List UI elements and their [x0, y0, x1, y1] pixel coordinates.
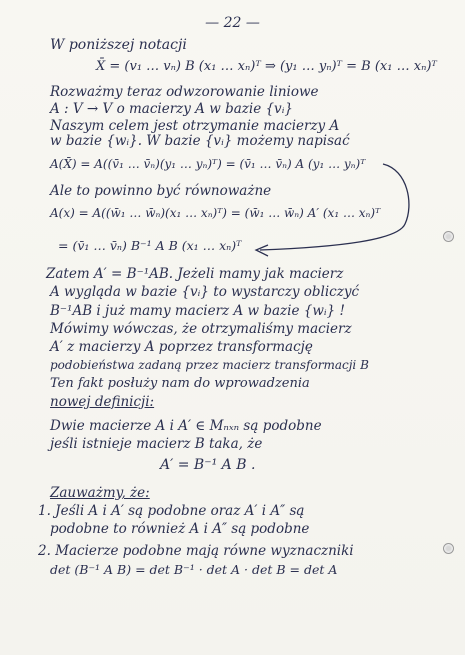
line-5: Naszym celem jest otrzymanie macierzy A — [50, 118, 340, 134]
line-1: W poniższej notacji — [50, 37, 187, 53]
line-2: X̄ = (v₁ … vₙ) B (x₁ … xₙ)ᵀ ⇒ (y₁ … yₙ)ᵀ = B (x₁ … xₙ)ᵀ — [96, 59, 437, 74]
line-24: podobne to również A i A″ są podobne — [50, 521, 310, 537]
line-23: 1. Jeśli A i A′ są podobne oraz A′ i A″ są — [38, 503, 305, 519]
line-17: Ten fakt posłuży nam do wprowadzenia — [50, 376, 310, 391]
line-22: Zauważmy, że: — [50, 485, 150, 501]
line-25: 2. Macierze podobne mają równe wyznaczniki — [38, 543, 354, 559]
line-8: Ale to powinno być równoważne — [50, 183, 272, 199]
page-number: — 22 — — [205, 15, 260, 31]
line-11: Zatem A′ = B⁻¹AB. Jeżeli mamy jak macierz — [46, 266, 344, 282]
line-3: Rozważmy teraz odwzorowanie liniowe — [50, 84, 319, 100]
line-20: jeśli istnieje macierz B taka, że — [50, 436, 263, 452]
line-12: A wygląda w bazie {vᵢ} to wystarczy obliczyć — [50, 284, 360, 300]
line-13: B⁻¹AB i już mamy macierz A w bazie {wᵢ} ! — [50, 303, 345, 319]
line-10: = (v̄₁ … v̄ₙ) B⁻¹ A B (x₁ … xₙ)ᵀ — [58, 238, 242, 253]
line-14: Mówimy wówczas, że otrzymaliśmy macierz — [50, 321, 352, 337]
line-15: A′ z macierzy A poprzez transformację — [50, 339, 313, 355]
line-19: Dwie macierze A i A′ ∈ Mₙₓₙ są podobne — [50, 418, 322, 434]
line-4: A : V → V o macierzy A w bazie {vᵢ} — [50, 101, 293, 117]
line-16: podobieństwa zadaną przez macierz transformacji B — [50, 358, 369, 372]
line-18: nowej definicji: — [50, 394, 155, 410]
line-7: A(X̄) = A((v̄₁ … v̄ₙ)(y₁ … yₙ)ᵀ) = (v̄₁ … v̄ₙ) A (y₁ … yₙ)ᵀ — [50, 157, 366, 171]
line-9: A(x) = A((w̄₁ … w̄ₙ)(x₁ … xₙ)ᵀ) = (w̄₁ … w̄ₙ) A′ (x₁ … xₙ)ᵀ — [50, 206, 381, 220]
line-26: det (B⁻¹ A B) = det B⁻¹ · det A · det B = det A — [50, 562, 338, 577]
line-21: A′ = B⁻¹ A B . — [160, 457, 256, 473]
line-6: w bazie {wᵢ}. W bazie {vᵢ} możemy napisać — [50, 133, 350, 149]
